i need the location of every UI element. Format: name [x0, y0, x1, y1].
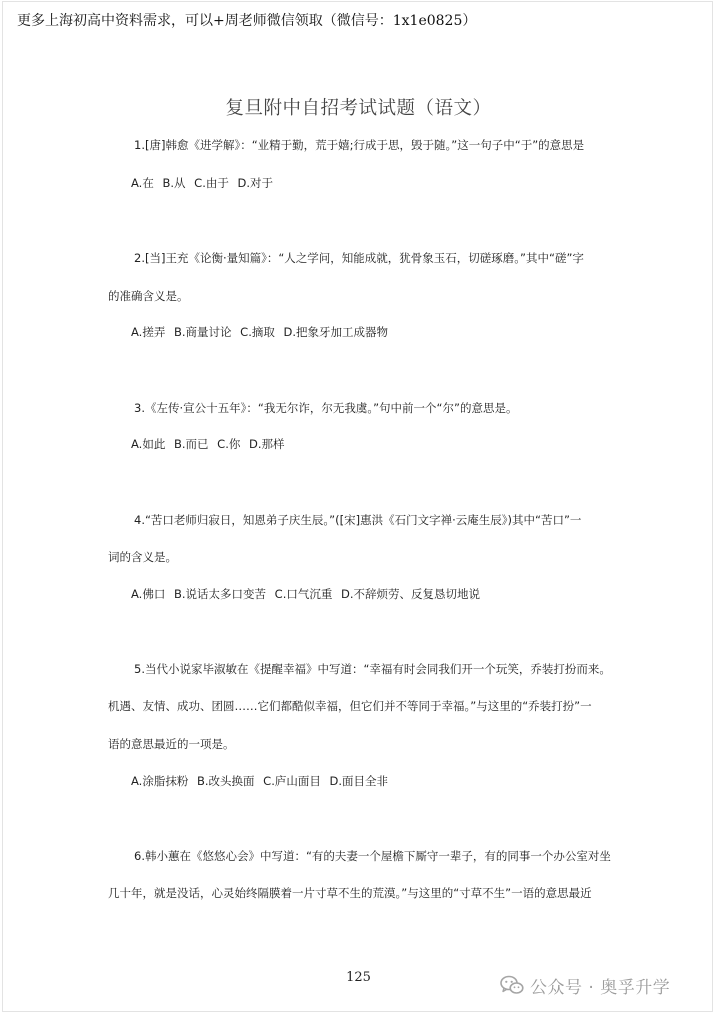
question-5-options: A.涂脂抹粉 B.改头换面 C.庐山面目 D.面目全非 — [131, 774, 389, 788]
question-5-line-3: 语的意思最近的一项是。 — [108, 737, 235, 751]
watermark-text: 公众号 · 奥孚升学 — [530, 977, 671, 998]
question-3-options: A.如此 B.而已 C.你 D.那样 — [131, 437, 285, 451]
question-2-line-1: 2.[当]王充《论衡·量知篇》：“人之学问，知能成就，犹骨象玉石，切磋琢磨。”其中“磋”字 — [134, 251, 584, 265]
question-4-line-2: 词的含义是。 — [108, 550, 177, 564]
wechat-icon — [500, 975, 524, 995]
question-2-options: A.搓弄 B.商量讨论 C.摘取 D.把象牙加工成器物 — [131, 325, 389, 339]
question-5-line-1: 5.当代小说家毕淑敏在《提醒幸福》中写道：“幸福有时会同我们开一个玩笑，乔装打扮而来。 — [134, 662, 611, 676]
question-5-line-2: 机遇、友情、成功、团圆……它们都酷似幸福，但它们并不等同于幸福。”与这里的“乔装打扮”一 — [108, 699, 592, 713]
page-title: 复旦附中自招考试试题（语文） — [225, 98, 492, 119]
question-4-options: A.佛口 B.说话太多口变苦 C.口气沉重 D.不辞烦劳、反复恳切地说 — [131, 587, 481, 601]
question-2-line-2: 的准确含义是。 — [108, 289, 189, 303]
question-6-line-1: 6.韩小蕙在《悠悠心会》中写道：“有的夫妻一个屋檐下厮守一辈子，有的同事一个办公室对坐 — [134, 849, 611, 863]
watermark — [500, 972, 670, 998]
question-1-line-1: 1.[唐]韩愈《进学解》：“业精于勤，荒于嬉;行成于思，毁于随。”这一句子中“于”的意思是 — [134, 138, 585, 152]
header-note: 更多上海初高中资料需求，可以+周老师微信领取（微信号：1x1e0825） — [17, 13, 477, 29]
question-6-line-2: 几十年，就是没话，心灵始终隔膜着一片寸草不生的荒漠。”与这里的“寸草不生”一语的意思最近 — [108, 886, 592, 900]
question-1-options: A.在 B.从 C.由于 D.对于 — [131, 176, 274, 190]
question-3-line-1: 3.《左传·宣公十五年》：“我无尔诈，尔无我虞。”句中前一个“尔”的意思是。 — [134, 401, 518, 415]
question-4-line-1: 4.“苦口老师归寂日，知恩弟子庆生辰。”([宋]惠洪《石门文字禅·云庵生辰》)其中“苦口”一 — [134, 513, 582, 527]
page-number: 125 — [346, 970, 371, 985]
